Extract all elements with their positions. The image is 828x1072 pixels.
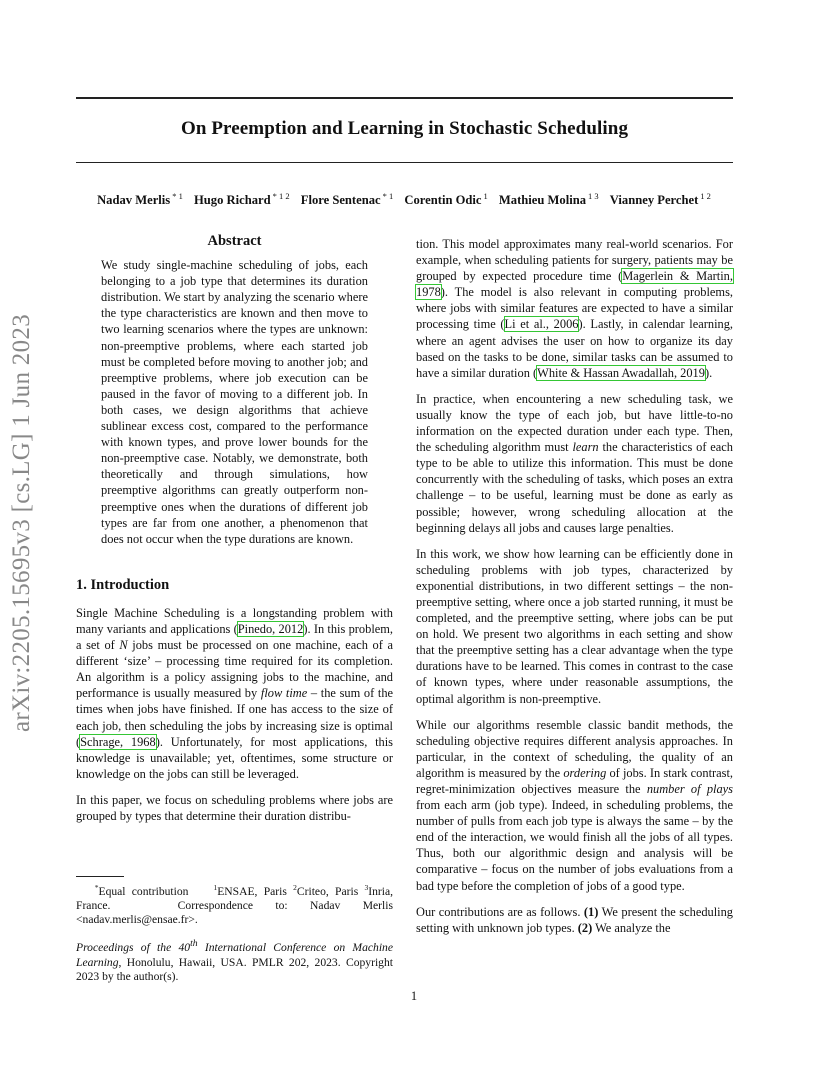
title-rule-bottom [76,162,733,163]
intro-paragraph-4: In practice, when encountering a new scheduling task, we usually know the type of each job, but have little-to-no information on the expected duration under each type. Then, the scheduling algorithm must learn the characteristics of each type to be able to utilize this information. This must be done concurrently with the scheduling of tasks, which poses an extra challenge – to be useful, learning must be done as early as possible; however, wrong scheduling allocation at the beginning delays all jobs and causes large penalties. [416,391,733,535]
author: Hugo Richard $^{* 1 2}$ [193,191,290,208]
intro-paragraph-5: In this work, we show how learning can be efficiently done in scheduling problems with job types, characterized by exponential distributions, in two different settings – the non-preemptive setting, where once a job started running, it must be completed, and the preemptive setting, where jobs can be put on hold. We present two algorithms in each setting and show that the preemptive setting has a clear advantage when the type durations have to be learned. This comes in contrast to the case of known types, where under reasonable assumptions, the optimal algorithm is non-preemptive. [416,546,733,706]
author: Flore Sentenac $^{* 1}$ [300,191,394,208]
author: Corentin Odic $^1$ [404,191,488,208]
abstract-text: We study single-machine scheduling of jobs, each belonging to a job type that determines its duration distribution. We start by analyzing the scenario where the type characteristics are known and then move to two learning scenarios where the types are unknown: non-preemptive problems, where each started job must be completed before moving to another job; and preemptive problems, where job execution can be paused in the favor of moving to a different job. In both cases, we design algorithms that achieve sublinear excess cost, compared to the performance with known types, and prove lower bounds for the non-preemptive case. Notably, we demonstrate, both theoretically and through simulations, how preemptive algorithms can greatly outperform non-preemptive ones when the durations of different job types are far from one another, a phenomenon that does not occur when the type durations are known. [101,258,368,546]
proceedings-note: Proceedings of the 40th International Conference on Machine Learning, Honolulu, Hawaii, USA. PMLR 202, 2023. Copyright 2023 by the author(s). [76,938,393,983]
citation-link[interactable]: Pinedo, 2012 [237,621,304,636]
citation-link[interactable]: Li et al., 2006 [504,317,579,332]
intro-paragraph-2: In this paper, we focus on scheduling problems where jobs are grouped by types that determine their duration distribu- [76,792,393,823]
author: Vianney Perchet $^{1 2}$ [609,191,711,208]
title-rule-top [76,97,733,99]
footnote-rule [76,876,124,877]
intro-paragraph-6: While our algorithms resemble classic bandit methods, the scheduling objective requires different analysis approaches. In particular, in the context of scheduling, the quality of an algorithm is measured by the ordering of jobs. In stark contrast, regret-minimization objectives measure the number of plays from each arm (job type). Indeed, in scheduling problems, the number of pulls from each job type is always the same – by the end of the interaction, we would finish all the jobs of all types. Thus, both our algorithmic design and analysis will be comparative – focus on the number of jobs evaluations from a bad type before the completion of jobs of a good type. [416,717,733,893]
author: Mathieu Molina $^{1 3}$ [498,191,599,208]
left-column [76,233,393,834]
author: Nadav Merlis $^{* 1}$ [97,191,183,208]
abstract-heading: Abstract [207,233,262,249]
footnotes [76,876,393,984]
intro-paragraph-7: Our contributions are as follows. (1) We present the scheduling setting with unknown job types. (2) We analyze the [416,904,733,935]
right-column [416,236,733,946]
citation-link[interactable]: White & Hassan Awadallah, 2019 [537,365,705,380]
page-number: 1 [410,989,418,1003]
intro-paragraph-3: tion. This model approximates many real-world scenarios. For example, when scheduling patients for surgery, patients may be grouped by expected procedure time (Magerlein & Martin, 1978). The model is also relevant in computing problems, where jobs with similar features are expected to have a similar processing time (Li et al., 2006). Lastly, in calendar learning, where an agent advises the user on how to organize its day based on the tasks to be done, similar tasks can be assumed to have a similar duration (White & Hassan Awadallah, 2019). [416,237,733,380]
citation-link[interactable]: Schrage, 1968 [80,734,156,749]
citation-link[interactable]: Magerlein & Martin, 1978 [416,269,733,300]
section-heading-introduction: 1. Introduction [76,576,170,593]
paper-title: On Preemption and Learning in Stochastic Scheduling [180,118,629,139]
author-list [40,191,768,208]
intro-paragraph-1: Single Machine Scheduling is a longstanding problem with many variants and applications (Pinedo, 2012). In this problem, a set of N jobs must be processed on one machine, each of a different ‘size’ – processing time required for its completion. An algorithm is a policy assigning jobs to the machine, and performance is usually measured by flow time – the sum of the times when jobs have finished. If one has access to the size of each job, then scheduling the jobs by increasing size is optimal (Schrage, 1968). Unfortunately, for most applications, this knowledge is unavailable; yet, oftentimes, some structure or knowledge on the jobs can still be leveraged. [76,605,394,781]
affiliations-footnote: *Equal contribution $^1$ENSAE, Paris $^2$Criteo, Paris $^3$Inria, France. Correspondence to: Nadav Merlis <nadav.merlis@ensae.fr>. [76,883,393,927]
arxiv-identifier-stamp: arXiv:2205.15695v3 [cs.LG] 1 Jun 2023 [8,314,35,732]
